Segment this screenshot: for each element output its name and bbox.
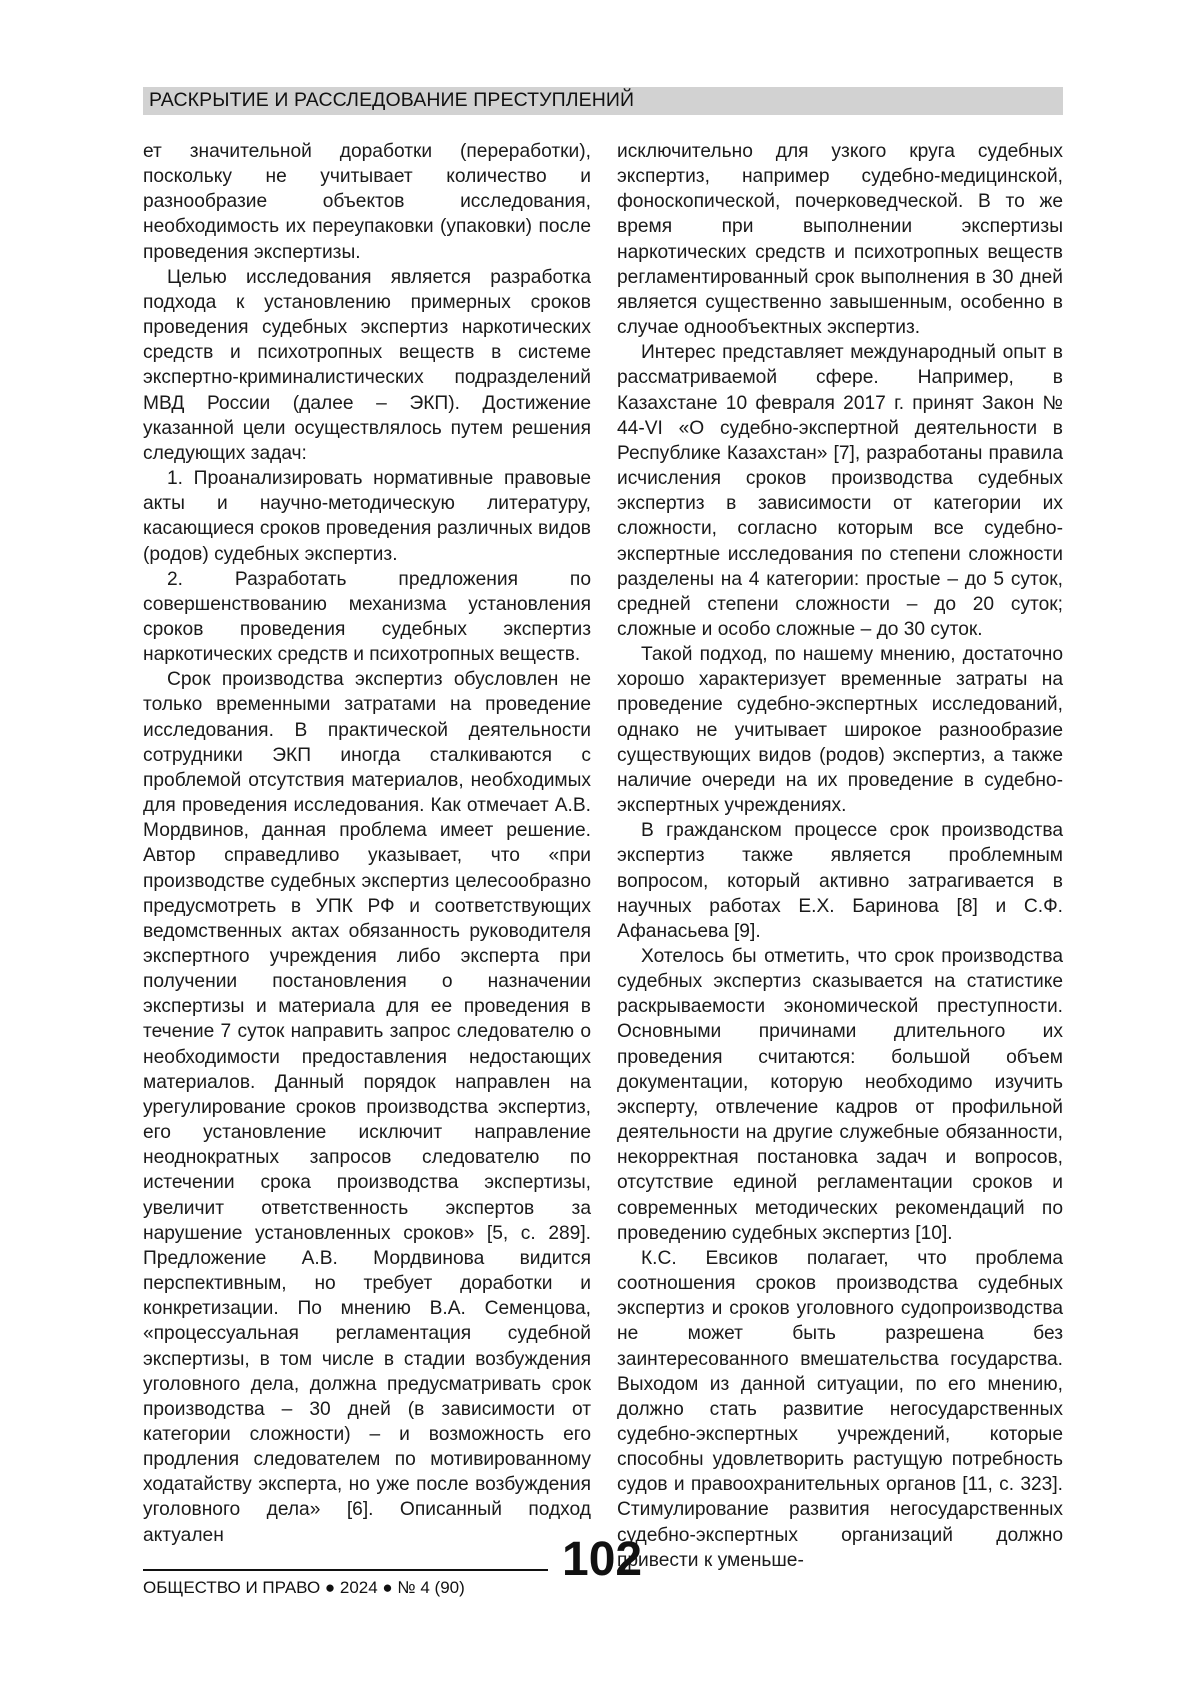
paragraph: Срок производства экспертиз обусловлен не только временными затратами на проведение исследования. В практической деятельности сотрудники ЭКП иногда сталкиваются с проблемой отсутствия материалов, необходимых для проведения исследования. Как отмечает А.В. Мордвинов, данная проблема имеет решение. Автор справедливо указывает, что «при производстве судебных экспертиз целесообразно предусмотреть в УПК РФ и соответствующих ведомственных актах обязанность руководителя экспертного учреждения либо эксперта при получении постановления о назначении экспертизы и материала для ее проведения в течение 7 суток направить запрос следователю о необходимости предоставления недостающих материалов. Данный порядок направлен на урегулирование сроков производства экспертиз, его установление исключит направление неоднократных запросов следователю по истечении срока производства экспертизы, увеличит ответственность экспертов за нарушение установленных сроков» [5, с. 289]. Предложение А.В. Мордвинова видится перспективным, но требует доработки и конкретизации. По мнению В.А. Семенцова, «процессуальная регламентация судебной экспертизы, в том числе в стадии возбуждения уголовного дела, должна предусматривать срок производства – 30 дней (в зависимости от категории сложности) – и возможность его продления следователем по мотивированному ходатайству эксперта, но уже после возбуждения уголовного дела» [6]. Описанный подход актуален bbox=[143, 669, 591, 1546]
paragraph: Такой подход, по нашему мнению, достаточно хорошо характеризует временные затраты на проведение судебно-экспертных исследований, однако не учитывает широкое разнообразие существующих видов (родов) экспертиз, а также наличие очереди на их проведение в судебно-экспертных учреждениях. bbox=[617, 644, 1063, 817]
page-number: 102 bbox=[562, 1533, 643, 1586]
section-header bbox=[143, 87, 1063, 115]
footer-rule bbox=[143, 1569, 548, 1571]
section-title: РАСКРЫТИЕ И РАССЛЕДОВАНИЕ ПРЕСТУПЛЕНИЙ bbox=[149, 89, 635, 111]
left-column bbox=[143, 139, 591, 1548]
right-column bbox=[617, 139, 1063, 1573]
paragraph: ет значительной доработки (переработки), поскольку не учитывает количество и разнообразие объектов исследования, необходимость их переупаковки (упаковки) после проведения экспертизы. bbox=[143, 141, 591, 263]
paragraph: Целью исследования является разработка подхода к установлению примерных сроков проведения судебных экспертиз наркотических средств и психотропных веществ в системе экспертно-криминалистических подразделений МВД России (далее – ЭКП). Достижение указанной цели осуществлялось путем решения следующих задач: bbox=[143, 266, 591, 464]
paragraph: Интерес представляет международный опыт в рассматриваемой сфере. Например, в Казахстане 10 февраля 2017 г. принят Закон № 44-VI «О судебно-экспертной деятельности в Республике Казахстан» [7], разработаны правила исчисления сроков производства судебных экспертиз в зависимости от категории их сложности, согласно которым все судебно-экспертные исследования по степени сложности разделены на 4 категории: простые – до 5 суток, средней степени сложности – до 20 суток; сложные и особо сложные – до 30 суток. bbox=[617, 342, 1063, 640]
paragraph: К.С. Евсиков полагает, что проблема соотношения сроков производства судебных экспертиз и сроков уголовного судопроизводства не может быть разрешена без заинтересованного вмешательства государства. Выходом из данной ситуации, по его мнению, должно стать развитие негосударственных судебно-экспертных учреждений, которые способны удовлетворить растущую потребность судов и правоохранительных органов [11, с. 323]. Стимулирование развития негосударственных судебно-экспертных организаций должно привести к уменьше- bbox=[617, 1247, 1063, 1571]
paragraph: Хотелось бы отметить, что срок производства судебных экспертиз сказывается на статистике раскрываемости экономической преступности. Основными причинами длительного их проведения считаются: большой объем документации, которую необходимо изучить эксперту, отвлечение кадров от профильной деятельности на другие служебные обязанности, некорректная постановка задач и вопросов, отсутствие единой регламентации сроков и современных методических рекомендаций по проведению судебных экспертиз [10]. bbox=[617, 946, 1063, 1244]
journal-info: ОБЩЕСТВО И ПРАВО ● 2024 ● № 4 (90) bbox=[143, 1578, 465, 1597]
list-item: 2. Разработать предложения по совершенствованию механизма установления сроков проведения судебных экспертиз наркотических средств и психотропных веществ. bbox=[143, 568, 591, 666]
paragraph: В гражданском процессе срок производства экспертиз также является проблемным вопросом, который активно затрагивается в научных работах Е.Х. Баринова [8] и С.Ф. Афанасьева [9]. bbox=[617, 820, 1063, 942]
paragraph: исключительно для узкого круга судебных экспертиз, например судебно-медицинской, фоноскопической, почерковедческой. В то же время при выполнении экспертизы наркотических средств и психотропных веществ регламентированный срок выполнения в 30 дней является существенно завышенным, особенно в случае однообъектных экспертиз. bbox=[617, 141, 1063, 339]
list-item: 1. Проанализировать нормативные правовые акты и научно-методическую литературу, касающиеся сроков проведения различных видов (родов) судебных экспертиз. bbox=[143, 468, 591, 565]
